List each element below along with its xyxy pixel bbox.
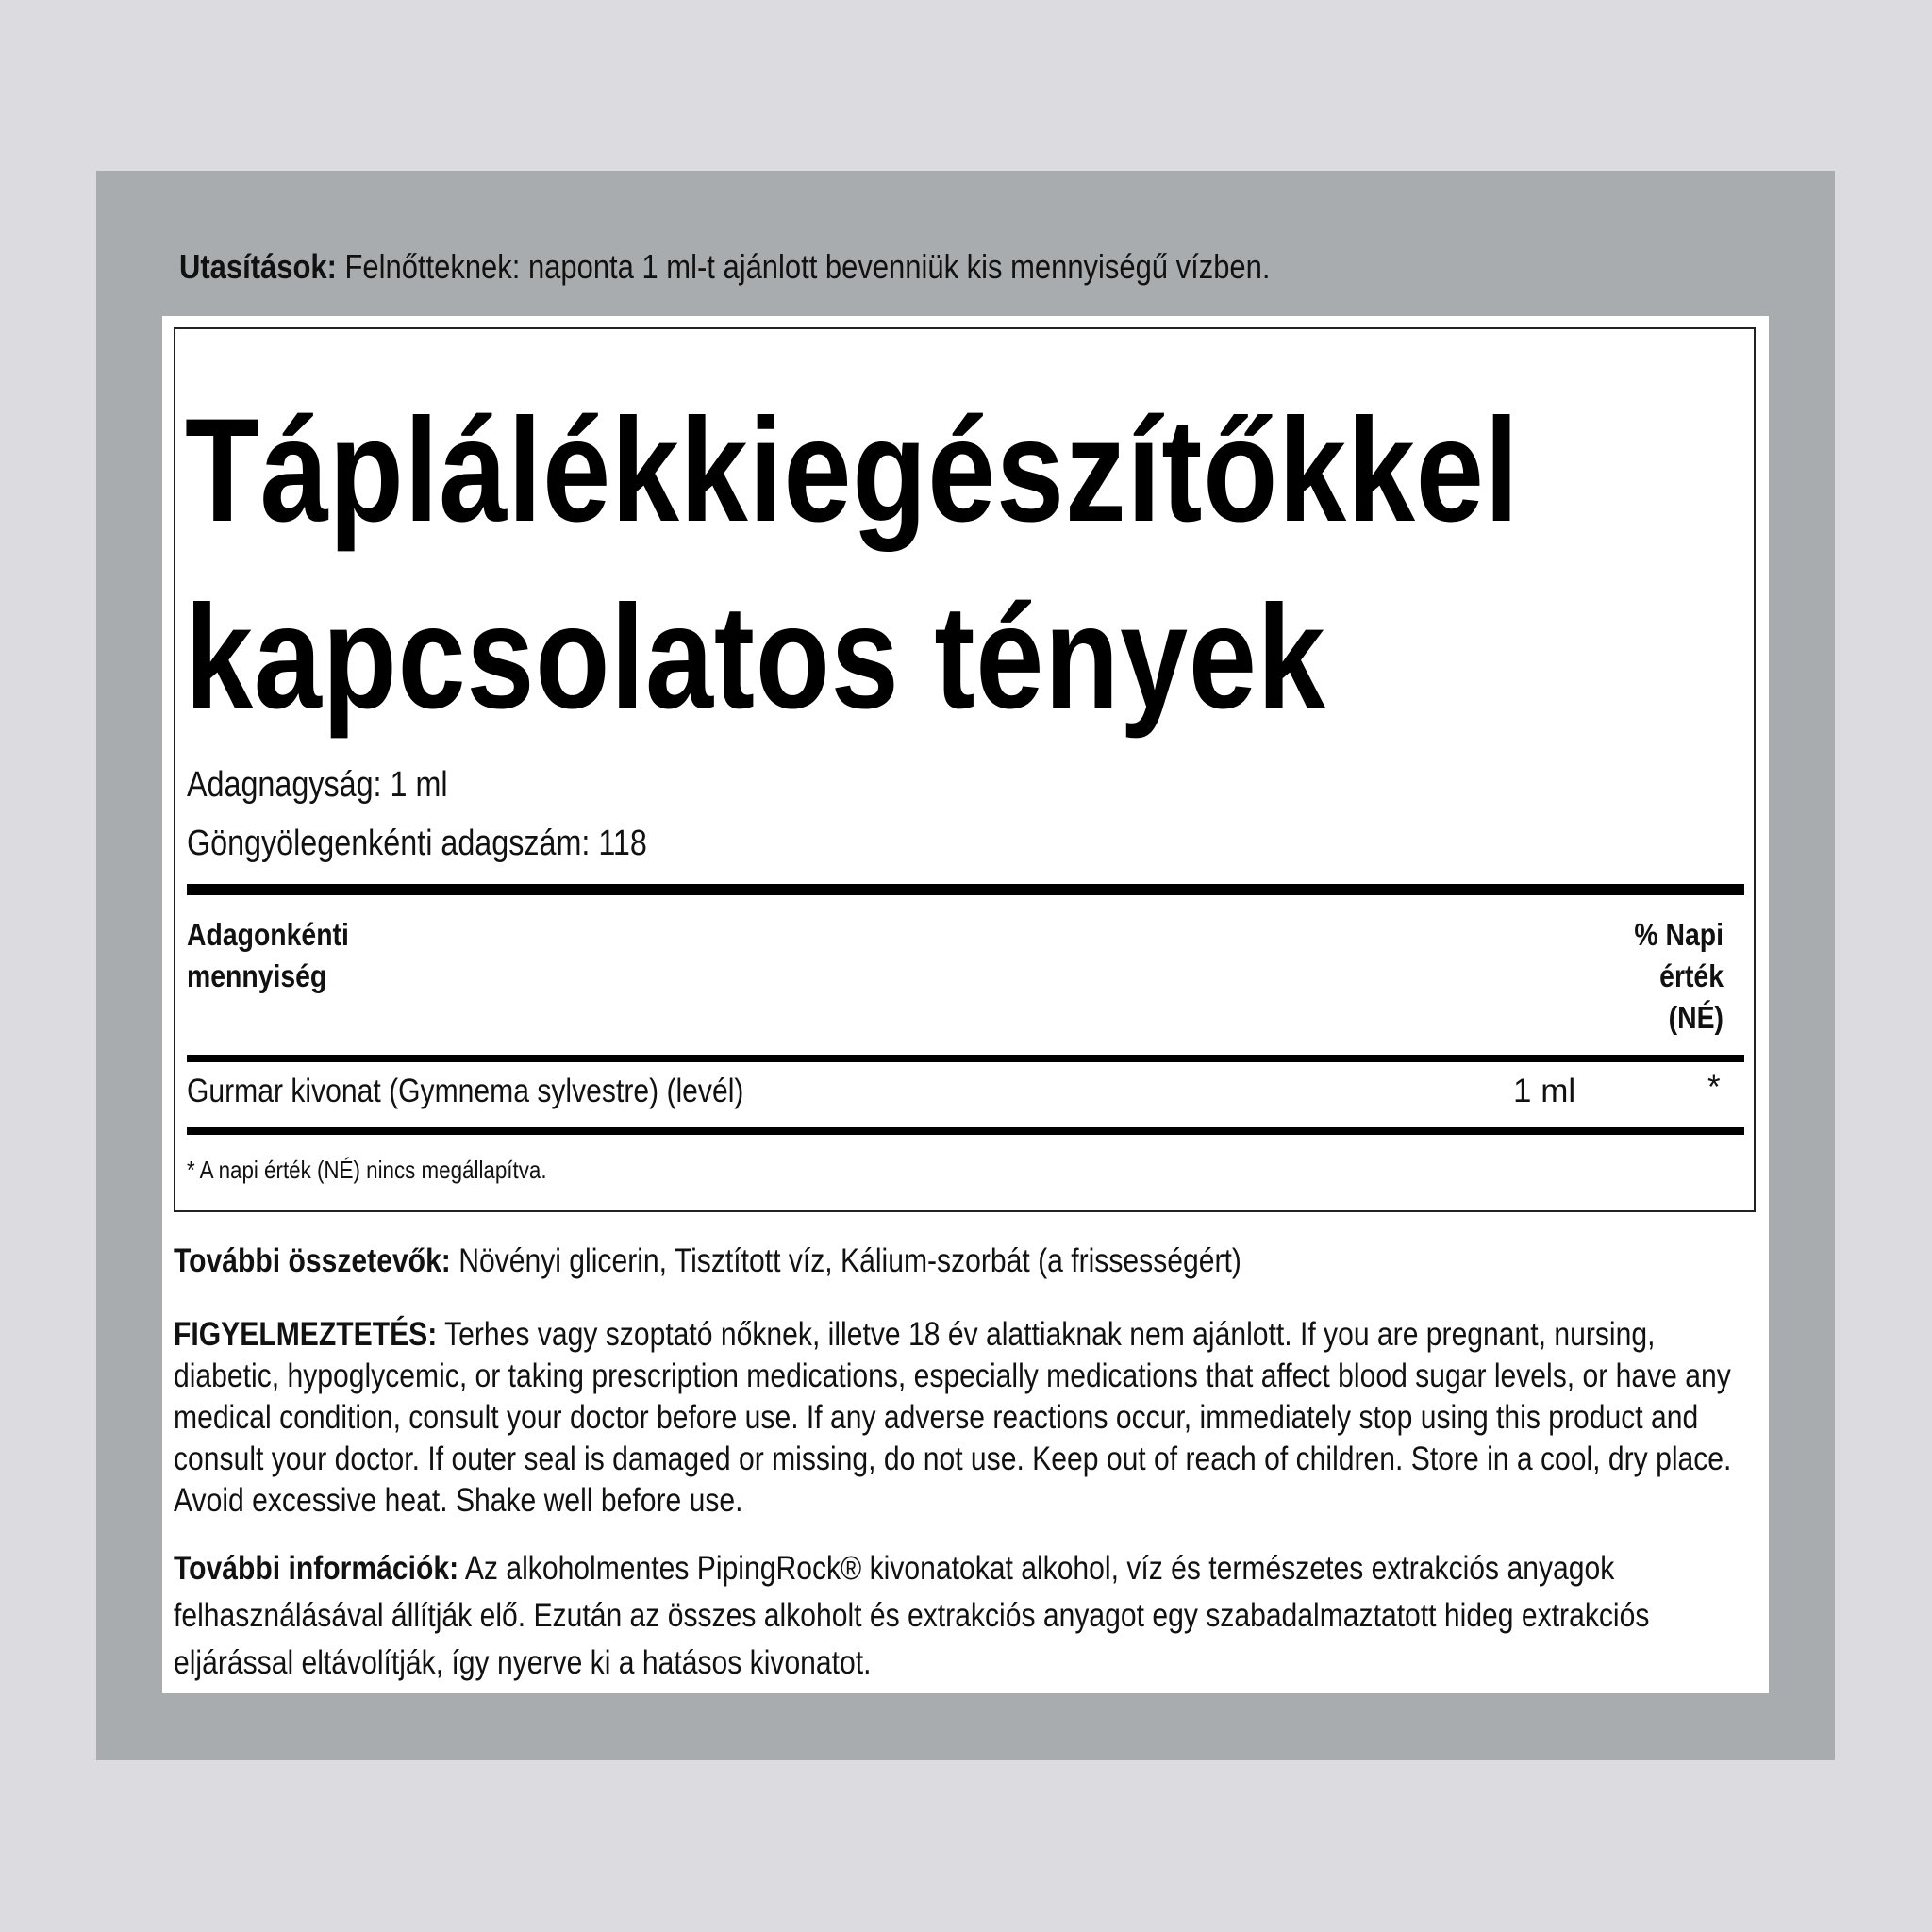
other-ingredients-label: További összetevők: xyxy=(174,1242,451,1279)
dv-header-line-1: % Napi xyxy=(1634,917,1724,952)
title-line-2: kapcsolatos tények xyxy=(185,575,1326,740)
more-info-label: További információk: xyxy=(174,1550,459,1587)
servings-per-container: Göngyölegenkénti adagszám: 118 xyxy=(187,824,647,863)
bottom-divider xyxy=(187,1127,1744,1135)
amount-header-line-1: Adagonkénti xyxy=(187,917,349,952)
warning-text: Terhes vagy szoptató nőknek, illetve 18 év alattiaknak nem ajánlott. If you are pregnant, nursing, diabetic, hypoglycemic, or taking prescription medications, especially medications that affect blood sugar levels, or have any medical condition, consult your doctor before use. If any adverse reactions occur, immediately stop using this product and consult your doctor. If outer seal is damaged or missing, do not use. Keep out of reach of children. Store in a cool, dry place. Avoid excessive heat. Shake well before use. xyxy=(174,1316,1732,1519)
serving-size: Adagnagyság: 1 ml xyxy=(187,765,448,805)
thick-divider xyxy=(187,884,1744,895)
daily-value-header xyxy=(1540,914,1724,1039)
dv-header-line-3: (NÉ) xyxy=(1668,1000,1724,1035)
supplement-facts-title xyxy=(185,377,1594,751)
other-ingredients xyxy=(174,1241,1759,1282)
more-info-paragraph xyxy=(174,1545,1759,1687)
amount-header-line-2: mennyiség xyxy=(187,958,327,993)
ingredient-name: Gurmar kivonat (Gymnema sylvestre) (levél) xyxy=(187,1073,744,1109)
directions-text xyxy=(179,243,1558,291)
medium-divider xyxy=(187,1055,1744,1062)
title-line-1: Táplálékkiegészítőkkel xyxy=(185,389,1520,553)
ingredient-amount: 1 ml xyxy=(1513,1073,1576,1109)
dv-header-line-2: érték xyxy=(1659,958,1724,993)
directions-label: Utasítások: xyxy=(179,247,337,286)
daily-value-footnote: * A napi érték (NÉ) nincs megállapítva. xyxy=(187,1156,547,1184)
amount-per-serving-header xyxy=(187,914,349,997)
ingredient-daily-value: * xyxy=(1707,1069,1721,1106)
warning-paragraph xyxy=(174,1314,1759,1522)
more-info-text: Az alkoholmentes PipingRock® kivonatokat alkohol, víz és természetes extrakciós anyagok felhasználásával állítják elő. Ezután az összes alkoholt és extrakciós anyagot egy szabadalmaztatott hideg extrakciós eljárással eltávolítják, így nyerve ki a hatásos kivonatot. xyxy=(174,1550,1650,1681)
warning-label: FIGYELMEZTETÉS: xyxy=(174,1316,438,1353)
other-ingredients-text: Növényi glicerin, Tisztított víz, Kálium-szorbát (a frissességért) xyxy=(450,1242,1241,1279)
directions-body: Felnőtteknek: naponta 1 ml-t ajánlott bevenniük kis mennyiségű vízben. xyxy=(336,247,1271,286)
